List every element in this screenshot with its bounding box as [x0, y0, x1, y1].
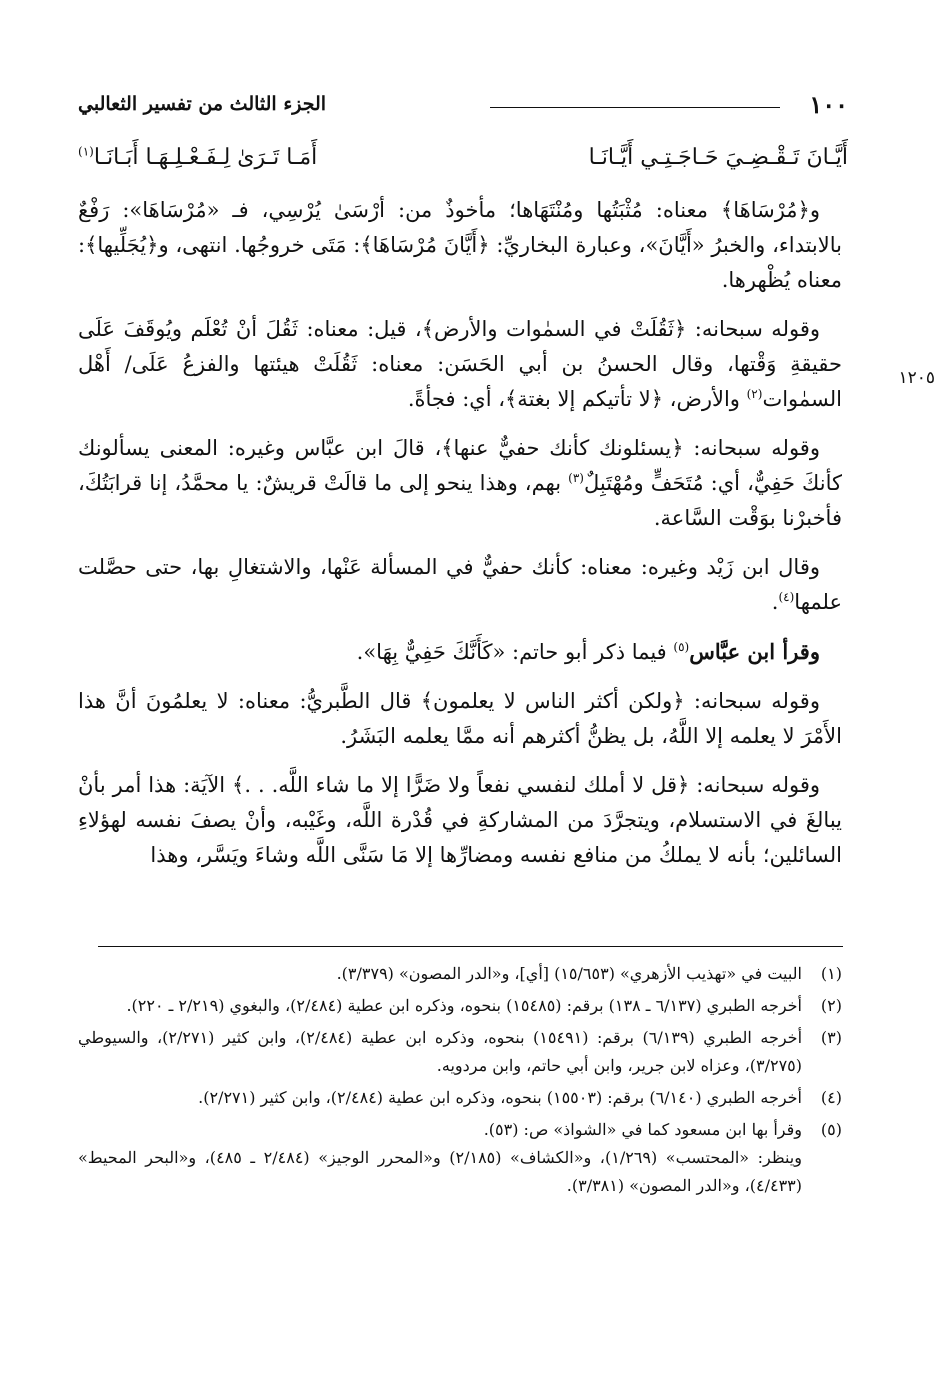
header-title: الجزء الثالث من تفسير الثعالبي: [78, 93, 327, 115]
footnote-ref-4: (٤): [778, 590, 795, 604]
footnotes: [78, 960, 842, 1204]
footnote-2: (٢) أخرجه الطبري (٦/١٣٧ ـ ١٣٨) برقم: (١٥٤٨٥) بنحوه، وذكره ابن عطية (٢/٤٨٤)، والبغوي (٢/٢١٩ ـ ٢٢٠).: [126, 996, 842, 1015]
footnote-4: (٤) أخرجه الطبري (٦/١٤٠) برقم: (١٥٥٠٣) بنحوه، وذكره ابن عطية (٢/٤٨٤)، وابن كثير (٢/٢٧١).: [198, 1088, 842, 1107]
footnote-divider: [98, 946, 843, 947]
footnote-ref-1: (١): [78, 144, 94, 159]
footnote-ref-3: (٣): [568, 471, 584, 485]
verse-hemistich-2: أَمَـا تَـرَىٰ لِـفَـعْـلِـهَـا أَبَـانَـا$^{(١)}$: [78, 144, 318, 170]
paragraph-1: و﴿مُرْسَاهَا﴾ معناه: مُثْبَتُها ومُنْتَهَاها؛ مأخوذٌ من: أرْسَىٰ يُرْسِي، فـ «مُرْسَاهَا»: رَفْعٌ بالابتداء، والخبرُ «أَيَّانَ»، وعبارة البخاريِّ: ﴿أَيَّانَ مُرْسَاهَا﴾: مَتَى خروجُها. انتهى، و﴿يُجَلِّيها﴾: معناه يُظْهرها.: [78, 198, 842, 292]
paragraph-4: وقال ابن زَيْد وغيره: معناه: كأنك حفيٌّ في المسألة عَنْها، والاشتغالِ بها، حتى حصَّلت علمها$^{(٤)}$.: [78, 555, 842, 614]
header-rule: [490, 107, 780, 108]
page-number: ١٠٠: [809, 90, 848, 119]
footnote-5: (٥) وقرأ بها ابن مسعود كما في «الشواذ» ص: (٥٣). وينظر: «المحتسب» (١/٢٦٩)، و«الكشاف» (٢/١٨٥) و«المحرر الوجيز» (٢/٤٨٤ ـ ٤٨٥)، و«البحر المحيط» (٤/٤٣٣)، و«الدر المصون» (٣/٣٨١).: [78, 1116, 842, 1200]
paragraph-2: وقوله سبحانه: ﴿ثَقُلَتْ في السمٰوات والأرض﴾، قيل: معناه: ثَقُلَ أنْ تُعْلَم ويُوقَفَ عَلَى حقيقةِ وَقْتها، وقال الحسنُ بن أبي الحَسَن: معناه: ثَقُلَتْ هيئتها والفزعُ عَلَى/ أَهْل السمٰوات$^{(٢)}$ والأرض، ﴿لا تأتيكم إلا بغتة﴾، أي: فجأةً.: [78, 317, 842, 411]
paragraph-7: وقوله سبحانه: ﴿قل لا أملك لنفسي نفعاً ولا ضَرًّا إلا ما شاء اللَّه. . .﴾ الآيَة: هذا أمر بأنْ يبالغَ في الاستسلام، ويتجرَّدَ من المشاركةِ في قُدْرة اللَّه، وغَيْبه، وأنْ يصفَ نفسه لهؤلاءِ السائلين؛ بأنه لا يملكُ من منافع نفسه ومضارِّها إلا مَا سَنَّى اللَّه وشاءَ ويَسَّر، وهذا: [78, 773, 842, 867]
footnote-ref-5: (٥): [673, 640, 690, 654]
footnote-1: (١) البيت في «تهذيب الأزهري» (١٥/٦٥٣) [أي]، و«الدر المصون» (٣/٣٧٩).: [336, 964, 842, 983]
paragraph-5: وقرأ ابن عبَّاس$^{(٥)}$ فيما ذكر أبو حاتم: «كَأَنَّكَ حَفِيٌّ بِهَا».: [356, 639, 820, 664]
margin-page-marker: ١٢٠٥: [898, 368, 935, 388]
main-text: [78, 193, 842, 887]
footnote-ref-2: (٢): [746, 387, 763, 401]
verse-hemistich-1: أَيَّـانَ تَـقْـضِـيَ حَـاجَـتِـي أَيَّـانَـا: [588, 145, 848, 170]
poetry-verse: [78, 145, 848, 185]
footnote-5-continuation: وينظر: «المحتسب» (١/٢٦٩)، و«الكشاف» (٢/١٨٥) و«المحرر الوجيز» (٢/٤٨٤ ـ ٤٨٥)، و«البحر المحيط» (٤/٤٣٣)، و«الدر المصون» (٣/٣٨١).: [78, 1148, 802, 1195]
footnote-3: (٣) أخرجه الطبري (٦/١٣٩) برقم: (١٥٤٩١) بنحوه، وذكره ابن عطية (٢/٤٨٤)، وابن كثير (٢/٢٧١)، والسيوطي (٣/٢٧٥)، وعزاه لابن جرير، وابن أبي حاتم، وابن مردويه.: [78, 1028, 842, 1075]
paragraph-3: وقوله سبحانه: ﴿يسئلونك كأنك حفيٌّ عنها﴾، قالَ ابن عبَّاس وغيره: المعنى يسألونك كأنكَ حَفِيٌّ، أي: مُتَحَفٍّ ومُهْتَبِلٌ$^{(٣)}$ بهم، وهذا ينحو إلى ما قالَتْ قريشٌ: يا محمَّدُ، إنا قرابَتُكَ، فأخبرْنا بوَقْت السَّاعة.: [78, 436, 842, 530]
paragraph-6: وقوله سبحانه: ﴿ولكن أكثر الناس لا يعلمون﴾ قال الطَّبريُّ: معناه: لا يعلمُونَ أنَّ هذا الأَمْرَ لا يعلمه إلا اللَّهُ، بل يظنُّ أكثرهم أنه ممَّا يعلمه البَشَرُ.: [78, 689, 842, 748]
running-header: [78, 90, 848, 130]
